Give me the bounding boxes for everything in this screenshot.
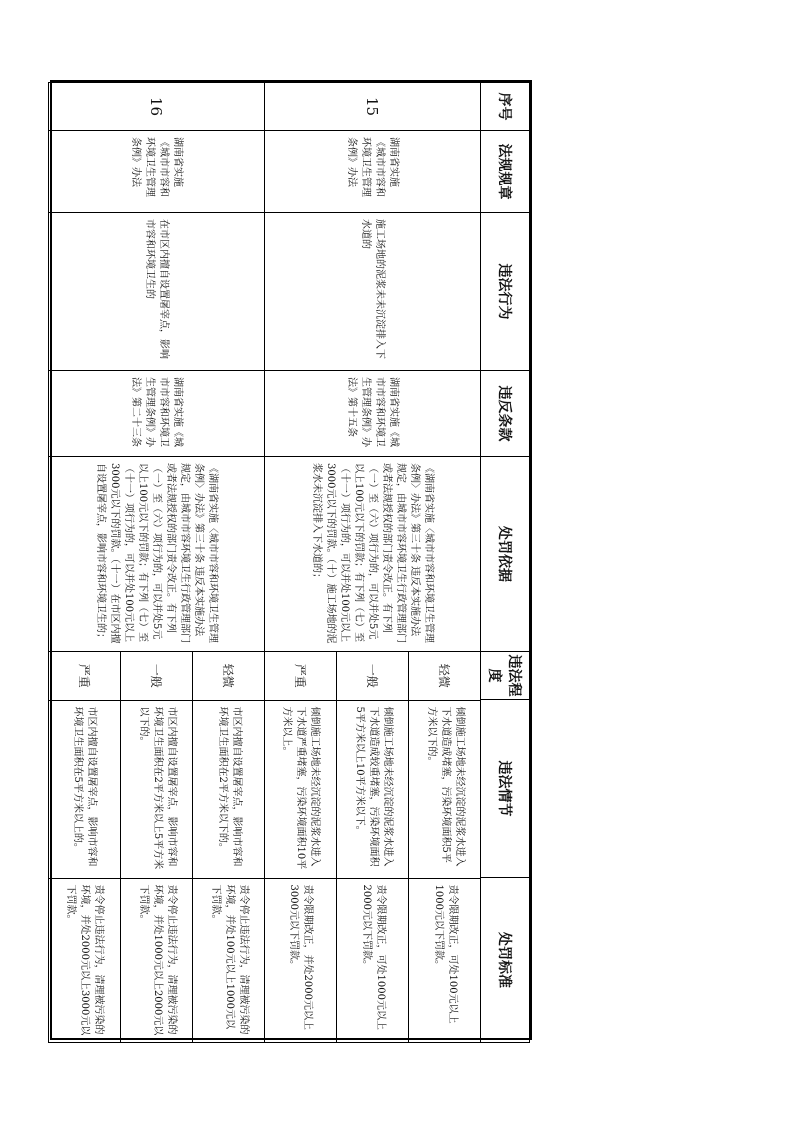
penalty-table <box>48 82 530 1043</box>
level-row <box>49 652 120 1043</box>
act-cell <box>49 213 265 371</box>
header-seq: 序号 <box>481 83 530 131</box>
regulation-cell <box>265 131 481 213</box>
level-row <box>336 652 408 1043</box>
degree-text: 轻微 <box>437 663 452 688</box>
document-page <box>50 80 532 1040</box>
degree-text: 严重 <box>292 663 307 688</box>
header-standard: 处罚标准 <box>481 878 530 1043</box>
degree-text: 严重 <box>76 663 91 688</box>
article-text: 湖南省实施《城市市容和环境卫生管理条例》办法》第二十三条 <box>130 377 184 447</box>
circumstance-text: 倾倒施工场地未经沉淀的泥浆水进入下水道造成较重堵塞，污染环境面积5平方米以上10平方米以下。 <box>353 706 393 867</box>
standard-text: 责令停止违法行为，清理被污染的环境，并处100元以上1000元以下罚款。 <box>209 884 249 1035</box>
basis-text: 《湖南省实施〈城市市容和环境卫生管理条例〉办法》第三十条 违反本实施办法规定，由城市市容环境卫生行政管理部门或者法规授权的部门责令改正。有下列（一）至（六）项行为的，可以并处5元以上100元以下的罚款；有下列（七）至（十一）项行为的，可以并处100元以上3000元以下的罚款。（十一）在市区内擅自设置屠宰点，影响市容和环境卫生的； <box>95 463 219 644</box>
standard-cell <box>120 878 192 1043</box>
standard-text: 责令停止违法行为，清理被污染的环境，并处2000元以上3000元以下罚款。 <box>65 884 105 1036</box>
circumstance-text: 倾倒施工场地未经沉淀的泥浆水进入下水道严重堵塞，污染环境面积10平方米以上。 <box>281 706 321 870</box>
levels-cell <box>49 652 265 1043</box>
standard-cell <box>265 878 336 1043</box>
degree-cell <box>265 652 336 700</box>
header-degree: 违法程度 <box>481 652 530 700</box>
article-cell <box>265 371 481 457</box>
standard-text: 责令停止违法行为，清理被污染的环境，并处1000元以上2000元以下罚款。 <box>137 884 177 1036</box>
table-row <box>49 83 265 1043</box>
circumstance-text: 倾倒施工场地未经沉淀的泥浆水进入下水道造成堵塞，污染环境面积5平方米以下的。 <box>425 706 465 867</box>
article-cell <box>49 371 265 457</box>
act-text: 在市区内擅自设置屠宰点，影响市容和环境卫生的 <box>144 219 170 359</box>
degree-text: 一般 <box>149 663 164 688</box>
degree-text: 轻微 <box>221 663 236 688</box>
circumstance-cell <box>265 700 336 878</box>
standard-text: 责令限期改正，可处100元以上1000元以下罚款。 <box>432 884 458 1024</box>
level-row <box>120 652 192 1043</box>
degree-cell <box>49 652 120 700</box>
seq-number: 15 <box>363 96 382 117</box>
circumstance-text: 市区内擅自设置屠宰点，影响市容和环境卫生面积在2平方米以上5平方米以下的。 <box>137 706 177 870</box>
table-row <box>265 83 481 1043</box>
degree-cell <box>336 652 408 700</box>
header-article: 违反条款 <box>481 371 530 457</box>
regulation-text: 湖南省实施《城市市容和环境卫生管理条例》办法 <box>346 137 400 197</box>
levels-table <box>49 652 264 1043</box>
degree-cell <box>409 652 480 700</box>
regulation-text: 湖南省实施《城市市容和环境卫生管理条例》办法 <box>130 137 184 197</box>
circumstance-cell <box>49 700 120 878</box>
levels-table <box>265 652 480 1043</box>
degree-cell <box>193 652 264 700</box>
level-row <box>265 652 336 1043</box>
rotated-table-container <box>48 82 530 1042</box>
standard-text: 责令限期改正，并处2000元以上3000元以下罚款。 <box>288 884 314 1030</box>
header-row <box>481 83 530 1043</box>
circumstance-cell <box>409 700 480 878</box>
standard-cell <box>336 878 408 1043</box>
circumstance-text: 市区内擅自设置屠宰点，影响市容和环境卫生面积在2平方米以下的。 <box>216 706 242 867</box>
degree-cell <box>120 652 192 700</box>
standard-text: 责令限期改正，可处1000元以上2000元以下罚款。 <box>360 884 386 1030</box>
article-text: 湖南省实施《城市市容和环境卫生管理条例》办法》第十五条 <box>346 377 400 447</box>
seq-cell <box>49 83 265 131</box>
standard-cell <box>193 878 264 1043</box>
act-text: 施工场地的泥浆未未沉淀排入下水道的 <box>360 219 386 359</box>
seq-cell <box>265 83 481 131</box>
basis-cell <box>49 457 265 652</box>
level-row <box>193 652 264 1043</box>
basis-cell <box>265 457 481 652</box>
circumstance-cell <box>120 700 192 878</box>
header-regulation: 法规规章 <box>481 131 530 213</box>
standard-cell <box>409 878 480 1043</box>
degree-text: 一般 <box>365 663 380 688</box>
seq-number: 16 <box>147 96 166 117</box>
standard-cell <box>49 878 120 1043</box>
circumstance-cell <box>336 700 408 878</box>
header-act: 违法行为 <box>481 213 530 371</box>
act-cell <box>265 213 481 371</box>
regulation-cell <box>49 131 265 213</box>
header-basis: 处罚依据 <box>481 457 530 652</box>
levels-cell <box>265 652 481 1043</box>
level-row <box>409 652 480 1043</box>
circumstance-text: 市区内擅自设置屠宰点，影响市容和环境卫生面积在5平方米以上的。 <box>72 706 98 867</box>
header-circumstance: 违法情节 <box>481 700 530 878</box>
circumstance-cell <box>193 700 264 878</box>
basis-text: 《湖南省实施〈城市市容和环境卫生管理条例〉办法》第三十条 违反本实施办法规定，由城市市容环境卫生行政管理部门或者法规授权的部门责令改正。有下列（一）至（六）项行为的，可以并处5元以上100元以下的罚款；有下列（七）至（十一）项行为的，可以并处100元以上3000元以下的罚款。（十）施工场地的泥浆水未沉淀排入下水道的； <box>311 463 435 644</box>
